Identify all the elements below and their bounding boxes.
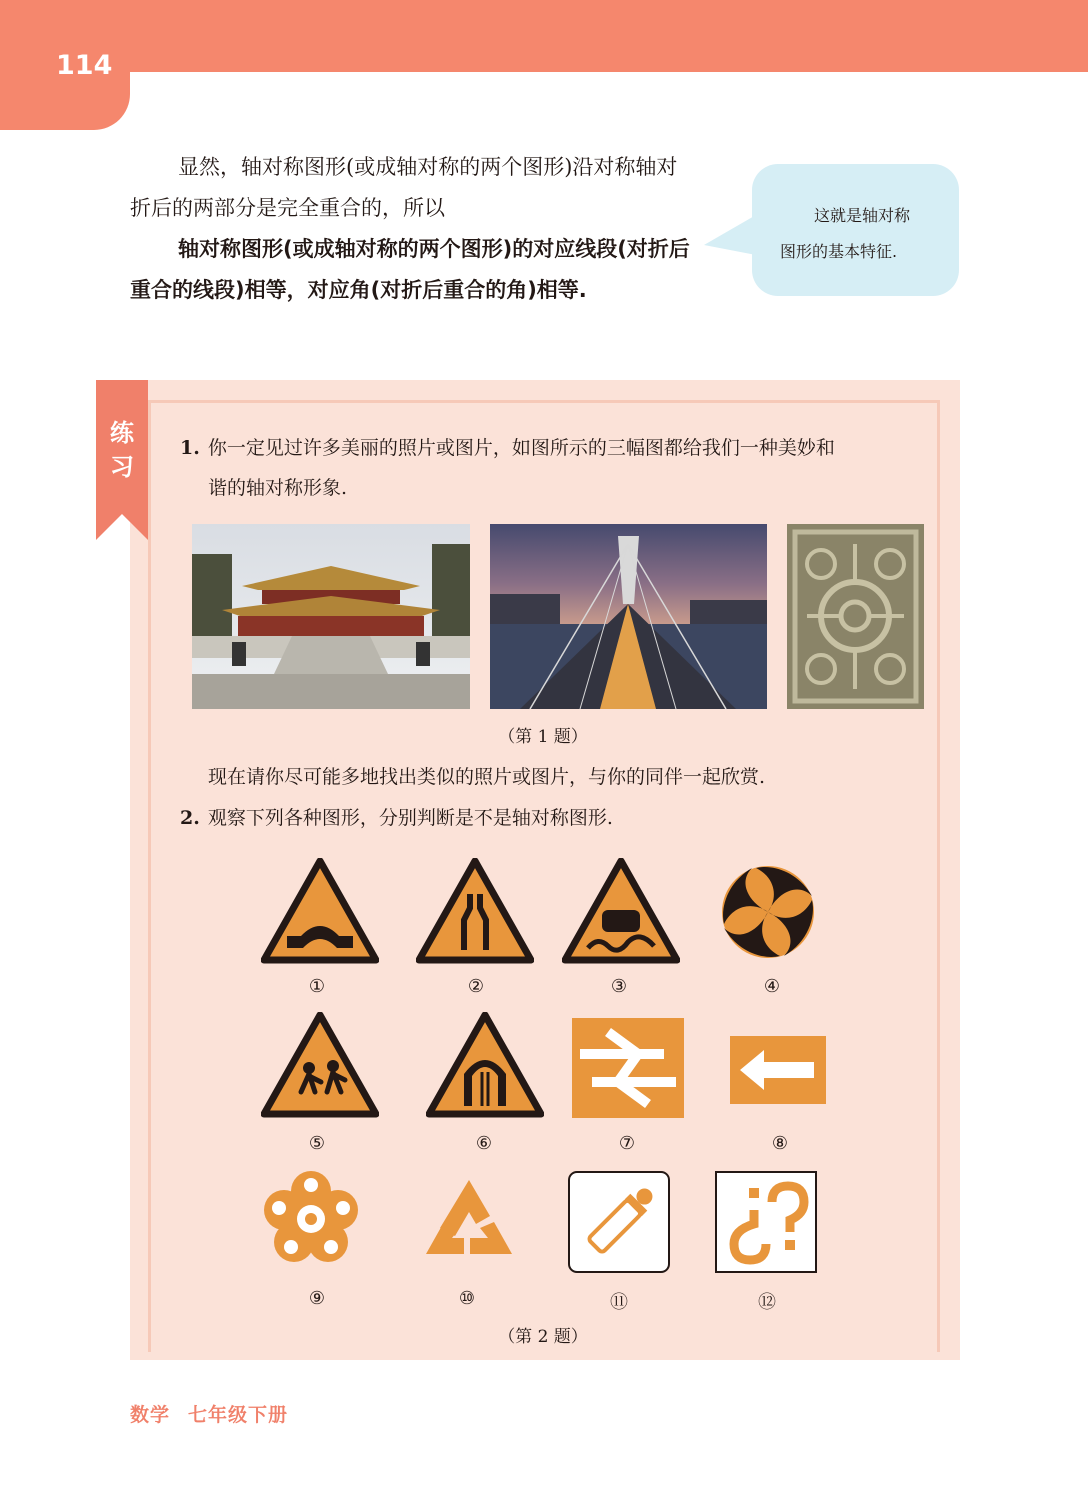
question-1 — [180, 428, 920, 508]
question-2-number: 2. — [180, 807, 200, 829]
top-bar — [0, 0, 1088, 72]
temple-photo — [192, 524, 470, 709]
slippery-road-sign-icon — [562, 858, 680, 964]
footer — [130, 1400, 288, 1427]
rose-flower-icon — [262, 1170, 360, 1268]
lattice-carving-photo — [787, 524, 924, 709]
label-5: ⑤ — [308, 1133, 326, 1154]
label-10: ⑩ — [458, 1288, 476, 1309]
narrow-road-sign-icon — [416, 858, 534, 964]
figure-2-caption: （第 2 题） — [498, 1327, 588, 1347]
label-1: ① — [308, 976, 326, 997]
label-2: ② — [467, 976, 485, 997]
question-1-line-2: 谐的轴对称形象. — [208, 477, 348, 499]
callout-line-2: 图形的基本特征. — [780, 242, 898, 261]
exercise-tag — [104, 416, 140, 484]
recycle-triangle-icon — [422, 1176, 516, 1262]
children-crossing-sign-icon — [261, 1012, 379, 1118]
question-1-line-1: 你一定见过许多美丽的照片或图片，如图所示的三幅图都给我们一种美妙和 — [207, 437, 835, 459]
callout-tail — [704, 215, 756, 257]
paragraph-2-bold: 轴对称图形(或成轴对称的两个图形)的对应线段(对折后重合的线段)相等，对应角(对折后重合的角)相等. — [130, 237, 690, 302]
baby-bottle-sign-icon — [567, 1170, 671, 1274]
footer-grade: 七年级下册 — [188, 1404, 289, 1426]
label-4: ④ — [763, 976, 781, 997]
question-2 — [180, 798, 920, 838]
hump-bridge-sign-icon — [261, 858, 379, 964]
railway-double-arrow-icon — [572, 1018, 684, 1118]
swirl-logo-icon — [720, 864, 816, 960]
label-7: ⑦ — [618, 1133, 636, 1154]
paragraph-1: 显然，轴对称图形(或成轴对称的两个图形)沿对称轴对折后的两部分是完全重合的，所以 — [130, 155, 678, 220]
figure-1-caption: （第 1 题） — [498, 727, 588, 747]
question-2-text: 观察下列各种图形，分别判断是不是轴对称图形. — [207, 807, 613, 829]
tunnel-sign-icon — [426, 1012, 544, 1118]
label-6: ⑥ — [475, 1133, 493, 1154]
question-1-number: 1. — [180, 437, 200, 459]
bridge-photo — [490, 524, 767, 709]
page-number: 114 — [56, 50, 113, 81]
exercise-tag-char-1: 练 — [110, 419, 134, 447]
label-8: ⑧ — [771, 1133, 789, 1154]
label-12: ⑫ — [758, 1292, 776, 1313]
callout-text — [780, 198, 940, 270]
question-1-followup: 现在请你尽可能多地找出类似的照片或图片，与你的同伴一起欣赏. — [208, 766, 766, 788]
question-marks-sign-icon — [714, 1170, 818, 1274]
label-11: ⑪ — [610, 1292, 628, 1313]
footer-subject: 数学 — [130, 1404, 171, 1426]
label-3: ③ — [610, 976, 628, 997]
exercise-tag-char-2: 习 — [110, 453, 134, 481]
callout-line-1: 这就是轴对称 — [814, 206, 911, 225]
left-arrow-sign-icon — [730, 1036, 826, 1104]
label-9: ⑨ — [308, 1288, 326, 1309]
